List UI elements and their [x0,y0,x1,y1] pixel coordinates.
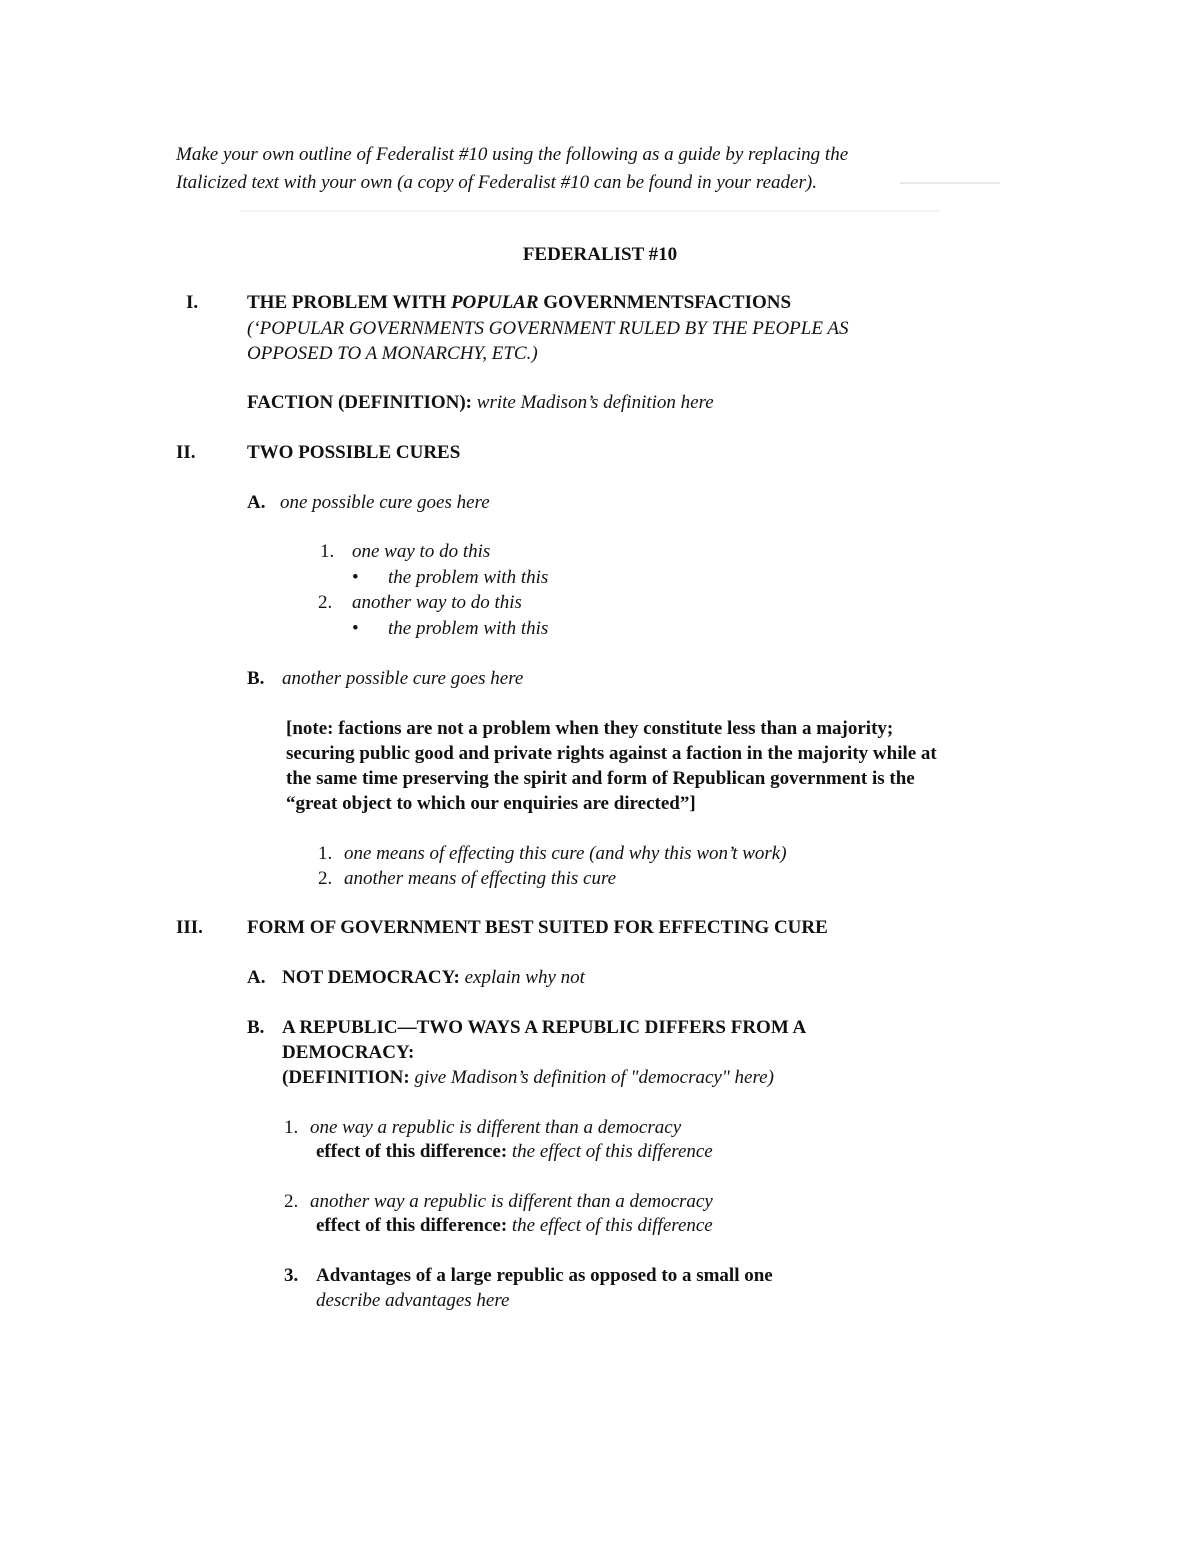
section-2a-item-2-num: 2. [318,592,333,613]
section-3b-item-1-num: 1. [284,1117,299,1138]
faction-definition [247,390,714,415]
section-2a-item-1-num: 1. [320,541,335,562]
section-2-numeral: II. [176,442,196,463]
section-3a-heading: NOT DEMOCRACY: [282,967,460,988]
section-3-heading: FORM OF GOVERNMENT BEST SUITED FOR EFFECTING CURE [247,917,828,938]
section-2b-note-line-1: [note: factions are not a problem when they constitute less than a majority; [286,718,894,739]
section-1-heading-italic: POPULAR [450,292,539,313]
section-1-heading-part2: GOVERNMENTS [538,292,695,313]
section-3b-item-3-heading: Advantages of a large republic as opposed to a small one [316,1265,773,1286]
section-1-heading-part3: FACTIONS [694,292,792,313]
section-3a-label: A. [247,967,266,988]
section-1-heading [247,290,791,315]
section-2a-item-1-text: one way to do this [352,541,491,562]
section-2b-item-1-text: one means of effecting this cure (and why this won’t work) [344,843,787,864]
section-3b-definition-label: (DEFINITION: [282,1067,410,1088]
section-2b-item-2-num: 2. [318,868,333,889]
section-3b-definition [282,1065,774,1090]
section-3b-heading-line-1: A REPUBLIC—TWO WAYS A REPUBLIC DIFFERS FROM A [282,1017,807,1038]
section-2b-item-2-text: another means of effecting this cure [344,868,617,889]
section-3a-line [282,965,585,990]
section-1-note-line-2: OPPOSED TO A MONARCHY, ETC.) [247,343,538,364]
section-2a-text: one possible cure goes here [280,492,490,513]
section-3b-item-1-effect-label: effect of this difference: [316,1141,508,1162]
section-3b-item-2-num: 2. [284,1191,299,1212]
section-2a-item-2-text: another way to do this [352,592,522,613]
section-3b-item-2-effect [316,1213,713,1238]
section-2b-item-1-num: 1. [318,843,333,864]
section-3b-item-2-effect-text: the effect of this difference [511,1215,713,1236]
page-title: FEDERALIST #10 [522,244,678,265]
section-2a-item-2-bullet: the problem with this [388,618,549,639]
bullet-icon: • [352,567,359,588]
section-2b-note-line-3: the same time preserving the spirit and form of Republican government is the [286,768,915,789]
section-3b-item-2-text: another way a republic is different than a democracy [310,1191,713,1212]
section-3b-item-1-effect-text: the effect of this difference [511,1141,713,1162]
section-2a-label: A. [247,492,266,513]
intro-line-2: Italicized text with your own (a copy of Federalist #10 can be found in your reader). [176,172,817,193]
bullet-icon: • [352,618,359,639]
section-3-numeral: III. [176,917,203,938]
faction-definition-label: FACTION (DEFINITION): [247,392,473,413]
section-3b-item-2-effect-label: effect of this difference: [316,1215,508,1236]
scan-artifact [240,210,940,212]
intro-line-1: Make your own outline of Federalist #10 using the following as a guide by replacing the [176,144,849,165]
section-2-heading: TWO POSSIBLE CURES [247,442,461,463]
scan-artifact [900,182,1000,184]
section-1-heading-part1: THE PROBLEM WITH [247,292,451,313]
section-2b-text: another possible cure goes here [282,668,524,689]
section-3b-label: B. [247,1017,265,1038]
section-2b-note-line-2: securing public good and private rights against a faction in the majority while at [286,743,937,764]
section-3b-item-3-text: describe advantages here [316,1290,510,1311]
section-1-note-line-1: (‘POPULAR GOVERNMENTS GOVERNMENT RULED BY THE PEOPLE AS [247,318,849,339]
faction-definition-text: write Madison’s definition here [476,392,714,413]
section-2a-item-1-bullet: the problem with this [388,567,549,588]
section-3b-item-1-effect [316,1139,713,1164]
section-2b-note-line-4: “great object to which our enquiries are directed”] [286,793,696,814]
section-3b-item-1-text: one way a republic is different than a democracy [310,1117,682,1138]
section-3b-item-3-num: 3. [284,1265,299,1286]
section-1-numeral: I. [186,292,199,313]
section-3b-definition-text: give Madison’s definition of "democracy" here) [414,1067,774,1088]
section-3a-text: explain why not [464,967,585,988]
section-2b-label: B. [247,668,265,689]
section-3b-heading-line-2: DEMOCRACY: [282,1042,415,1063]
